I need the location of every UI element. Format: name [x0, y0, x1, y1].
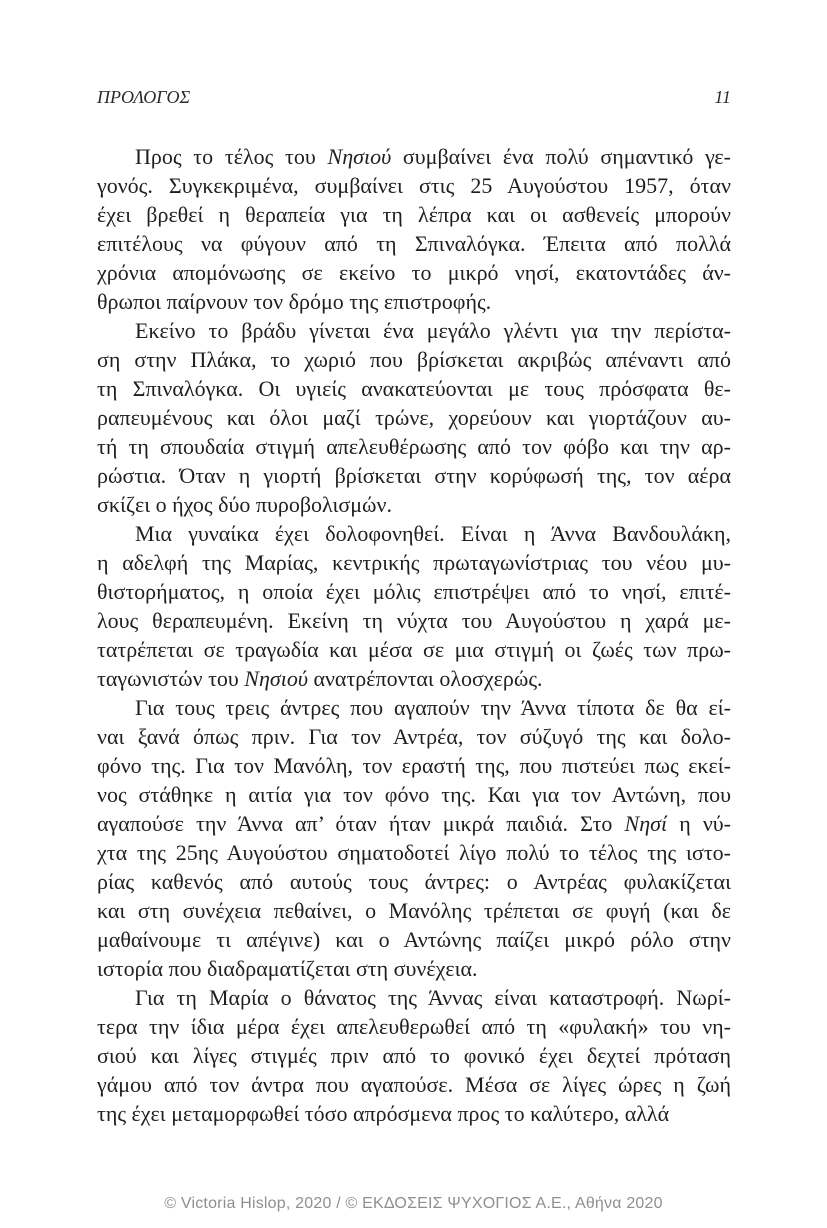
text-line: τερα την ίδια μέρα έχει απελευθερωθεί από τη «φυλακή» του νη- [97, 1014, 731, 1039]
paragraph [97, 693, 731, 983]
body-text [97, 142, 731, 1128]
text-line: λους θεραπευμένη. Εκείνη τη νύχτα του Αυγούστου η χαρά με- [97, 608, 731, 633]
page-number: 11 [714, 87, 731, 107]
running-head [97, 86, 731, 108]
text-line: ναι ξανά όπως πριν. Για τον Αντρέα, τον σύζυγό της και δολο- [97, 724, 731, 749]
text-line: ρώστια. Όταν η γιορτή βρίσκεται στην κορύφωσή της, τον αέρα [97, 463, 731, 488]
text-line: ση στην Πλάκα, το χωριό που βρίσκεται ακριβώς απέναντι από [97, 347, 731, 372]
text-line: αγαπούσε την Άννα απ’ όταν ήταν μικρά παιδιά. Στο Νησί η νύ- [97, 811, 731, 836]
text-line: επιτέλους να φύγουν από τη Σπιναλόγκα. Έπειτα από πολλά [97, 231, 731, 256]
text-line: νος στάθηκε η αιτία για τον φόνο της. Και για τον Αντώνη, που [97, 782, 731, 807]
text-line: θιστορήματος, η οποία έχει μόλις επιστρέψει από το νησί, επιτέ- [97, 579, 731, 604]
text-line: σιού και λίγες στιγμές πριν από το φονικό έχει δεχτεί πρόταση [97, 1043, 731, 1068]
text-line: φόνο της. Για τον Μανόλη, τον εραστή της, που πιστεύει πως εκεί- [97, 753, 731, 778]
text-line: ραπευμένους και όλοι μαζί τρώνε, χορεύουν και γιορτάζουν αυ- [97, 405, 731, 430]
text-line: χρόνια απομόνωσης σε εκείνο το μικρό νησί, εκατοντάδες άν- [97, 260, 731, 285]
text-line: Για τους τρεις άντρες που αγαπούν την Άννα τίποτα δε θα εί- [135, 695, 731, 720]
text-line: θρωποι παίρνουν τον δρόμο της επιστροφής. [97, 289, 492, 314]
text-line: Μια γυναίκα έχει δολοφονηθεί. Είναι η Άννα Βανδουλάκη, [135, 521, 731, 546]
text-line: ιστορία που διαδραματίζεται στη συνέχεια. [97, 956, 478, 981]
text-line: χτα της 25ης Αυγούστου σηματοδοτεί λίγο πολύ το τέλος της ιστο- [97, 840, 731, 865]
book-title-italic: Νησί [624, 811, 668, 836]
paragraph [97, 316, 731, 519]
paragraph [97, 983, 731, 1128]
book-title-italic: Νησιού [327, 144, 392, 169]
chapter-title: ΠΡΟΛΟΓΟΣ [97, 87, 191, 107]
text-line: γάμου από τον άντρα που αγαπούσε. Μέσα σε λίγες ώρες η ζωή [97, 1072, 731, 1097]
paragraph [97, 142, 731, 316]
text-line: γονός. Συγκεκριμένα, συμβαίνει στις 25 Αυγούστου 1957, όταν [97, 173, 731, 198]
text-line: τατρέπεται σε τραγωδία και μέσα σε μια στιγμή οι ζωές των πρω- [97, 637, 731, 662]
text-line: και στη συνέχεια πεθαίνει, ο Μανόλης τρέπεται σε φυγή (και δε [97, 898, 731, 923]
text-line: Για τη Μαρία ο θάνατος της Άννας είναι καταστροφή. Νωρί- [135, 985, 731, 1010]
text-line: Εκείνο το βράδυ γίνεται ένα μεγάλο γλέντι για την περίστα- [135, 318, 731, 343]
text-line: Προς το τέλος του Νησιού συμβαίνει ένα πολύ σημαντικό γε- [135, 144, 731, 169]
copyright-text: © Victoria Hislop, 2020 / © ΕΚΔΟΣΕΙΣ ΨΥΧΟΓΙΟΣ Α.Ε., Αθήνα 2020 [164, 1195, 663, 1212]
text-line: σκίζει ο ήχος δύο πυροβολισμών. [97, 492, 392, 517]
text-line: τη Σπιναλόγκα. Οι υγιείς ανακατεύονται με τους πρόσφατα θε- [97, 376, 731, 401]
text-line: μαθαίνουμε τι απέγινε) και ο Αντώνης παίζει μικρό ρόλο στην [97, 927, 731, 952]
text-line: της έχει μεταμορφωθεί τόσο απρόσμενα προς το καλύτερο, αλλά [97, 1101, 670, 1126]
text-line: έχει βρεθεί η θεραπεία για τη λέπρα και οι ασθενείς μπορούν [97, 202, 731, 227]
text-line: ρίας καθενός από αυτούς τους άντρες: ο Αντρέας φυλακίζεται [97, 869, 731, 894]
paragraph [97, 519, 731, 693]
text-line: η αδελφή της Μαρίας, κεντρικής πρωταγωνίστριας του νέου μυ- [97, 550, 731, 575]
text-line: τή τη σπουδαία στιγμή απελευθέρωσης από τον φόβο και την αρ- [97, 434, 731, 459]
copyright-footer [0, 1194, 827, 1214]
book-title-italic: Νησιού [244, 666, 308, 691]
text-line: ταγωνιστών του Νησιού ανατρέπονται ολοσχερώς. [97, 666, 543, 691]
